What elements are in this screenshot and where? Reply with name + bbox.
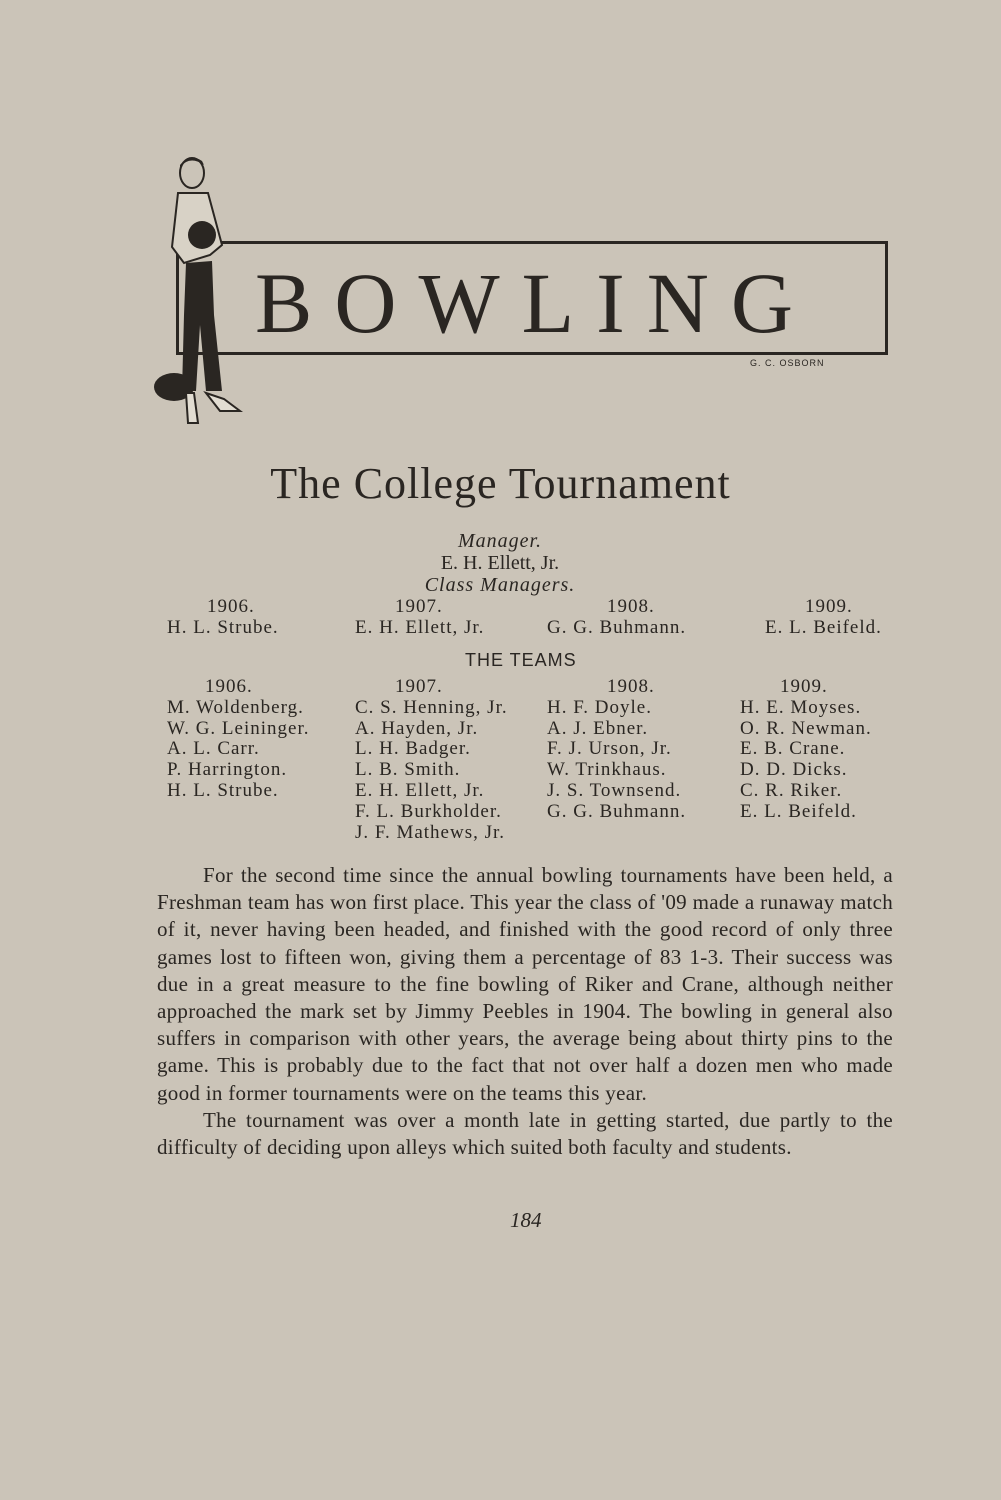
teams-heading: THE TEAMS [465,650,577,670]
team-column-1908 [547,677,686,823]
team-member: H. E. Moyses. [740,696,862,718]
team-member: L. B. Smith. [355,759,461,781]
team-member: H. L. Strube. [167,779,279,801]
team-column-1906 [167,677,309,802]
bowler-illustration [150,155,260,430]
year-label: 1906. [207,596,255,617]
team-member: W. G. Leininger. [167,717,310,739]
team-member: A. L. Carr. [167,738,260,760]
artist-signature: G. C. OSBORN [750,358,825,368]
team-member: O. R. Newman. [740,717,872,739]
team-member: E. B. Crane. [740,738,846,760]
team-member: F. L. Burkholder. [355,800,502,822]
manager-name: E. H. Ellett, Jr. [440,552,560,574]
manager-heading: Manager. [457,530,543,552]
team-member: H. F. Doyle. [547,696,652,718]
manager-name: E. H. Ellett, Jr. [355,617,485,638]
team-member: P. Harrington. [167,759,288,781]
team-member: M. Woldenberg. [167,696,304,718]
team-member: C. R. Riker. [740,779,843,801]
paragraph: For the second time since the annual bowling tournaments have been held, a Freshman team has won first place. This year the class of '09 made a runaway match of it, never having been headed, and finished with the good record of only three games lost to fifteen won, giving them a percentage of 83 1-3. Their success was due in a great measure to the fine bowling of Riker and Crane, although neither approached the mark set by Jimmy Peebles in 1904. The bowling in general also suffers in comparison with other years, the average being about thirty pins to the game. This is probably due to the fact that not over half a dozen men who made good in former tournaments were on the teams this year. [157,863,893,1105]
team-member: J. S. Townsend. [547,779,682,801]
manager-name: E. L. Beifeld. [765,617,882,638]
year-label: 1909. [805,596,853,617]
team-member: A. Hayden, Jr. [355,717,479,739]
body-text [157,862,893,1161]
page-title: The College Tournament [270,459,731,508]
team-member: W. Trinkhaus. [547,759,667,781]
year-label: 1907. [395,596,443,617]
class-managers-heading: Class Managers. [424,574,576,596]
class-manager-1906 [167,596,279,638]
manager-name: H. L. Strube. [167,617,279,638]
year-label: 1908. [607,676,655,697]
team-member: A. J. Ebner. [547,717,649,739]
team-member: F. J. Urson, Jr. [547,738,672,760]
team-member: E. L. Beifeld. [740,800,857,822]
team-member: C. S. Henning, Jr. [355,696,508,718]
team-member: J. F. Mathews, Jr. [355,821,506,843]
class-manager-1909 [765,596,882,638]
team-member: L. H. Badger. [355,738,471,760]
year-label: 1908. [607,596,655,617]
team-column-1909 [740,677,872,823]
paragraph: The tournament was over a month late in getting started, due partly to the difficulty of deciding upon alleys which suited both faculty and students. [157,1107,893,1160]
class-manager-1907 [355,596,484,638]
page-number: 184 [510,1208,542,1232]
manager-name: G. G. Buhmann. [547,617,687,638]
year-label: 1909. [780,676,828,697]
team-member: D. D. Dicks. [740,759,848,781]
team-member: E. H. Ellett, Jr. [355,779,485,801]
year-label: 1906. [205,676,253,697]
year-label: 1907. [395,676,443,697]
team-column-1907 [355,677,508,843]
class-manager-1908 [547,596,686,638]
banner-title: BOWLING [255,255,816,351]
team-member: G. G. Buhmann. [547,800,687,822]
